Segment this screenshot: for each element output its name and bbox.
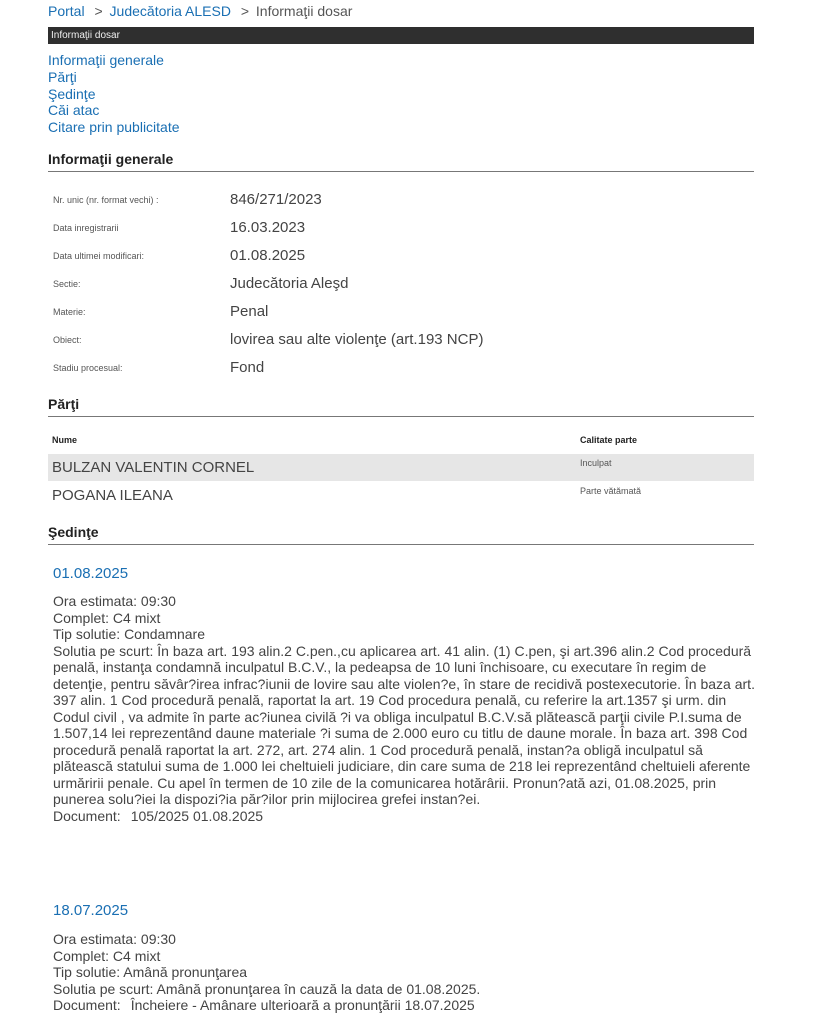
hearing-solution-summary: Solutia pe scurt: Amână pronunţarea în cauză la data de 01.08.2025. — [53, 980, 481, 997]
nav-link-cai-atac[interactable]: Căi atac — [48, 102, 100, 119]
info-value: Fond — [230, 359, 265, 376]
party-name: POGANA ILEANA — [52, 487, 173, 504]
hearing-panel: Complet: C4 mixt — [53, 947, 161, 964]
breadcrumb-court-link[interactable]: Judecătoria ALESD — [109, 3, 231, 19]
hearing-solution-type: Tip solutie: Condamnare — [53, 626, 206, 642]
hearing-solution-summary: Solutia pe scurt: În baza art. 193 alin.2 C.pen.,cu aplicarea art. 41 alin. (1) C.pen, şi art.396 alin.2 Cod procedură penală, instanţa condamnă inculpatul B.C.V., la pedeapsa de 10 luni închisoare, cu executare în regim de detenţie, pentru săvâr?irea infrac?iunii de lovire sau alte violen?e, în stare de recidivă postexecutorie. În baza art. 397 alin. 1 Cod procedură penală, raportat la art. 19 Cod procedura penală, cu referire la art.1357 şi urm. din Codul civil , va admite în parte ac?iunea civilă ?i va obliga inculpatul B.C.V.să plătească parţii civile P.I.suma de 1.507,14 lei reprezentând daune materiale ?i suma de 2.000 euro cu titlu de daune morale. În baza art. 398 Cod procedură penală raportat la art. 272, art. 274 alin. 1 Cod procedură penală, instan?a obligă inculpatul să plătească statului suma de 1.000 lei cheltuieli judiciare, din care suma de 218 lei reprezentând cheltuieli aferente urmăririi penale. Cu apel în termen de 10 zile de la comunicarea hotărârii. Pronun?ată azi, 01.08.2025, prin punerea solu?iei la dispozi?ia păr?ilor prin mijlocirea grefei instan?ei. — [53, 642, 755, 807]
breadcrumb-portal-link[interactable]: Portal — [48, 3, 85, 19]
nav-link-citare-publicitate[interactable]: Citare prin publicitate — [48, 119, 180, 136]
section-header-bar: Informaţii dosar — [48, 27, 754, 44]
info-label: Data ultimei modificari: — [53, 251, 145, 261]
info-label: Nr. unic (nr. format vechi) : — [53, 195, 159, 205]
info-value: Penal — [230, 303, 269, 320]
party-role: Inculpat — [580, 458, 612, 468]
table-row — [48, 482, 754, 509]
hearing-time: Ora estimata: 09:30 — [53, 593, 176, 609]
document-label: Document: — [53, 807, 121, 824]
hearing-details — [53, 593, 763, 824]
breadcrumb-current: Informaţii dosar — [255, 3, 353, 19]
column-header-calitate: Calitate parte — [580, 435, 638, 445]
nav-link-parti[interactable]: Părţi — [48, 68, 77, 85]
info-value: Judecătoria Aleşd — [230, 275, 349, 292]
hearing-time: Ora estimata: 09:30 — [53, 931, 176, 947]
info-value: 16.03.2023 — [230, 219, 306, 236]
sedinte-title: Şedinţe — [48, 524, 754, 545]
table-row — [48, 454, 754, 481]
breadcrumb-separator: > — [94, 3, 103, 19]
nav-link-sedinte[interactable]: Şedinţe — [48, 85, 96, 102]
info-label: Data inregistrarii — [53, 223, 119, 233]
hearing-panel: Complet: C4 mixt — [53, 609, 161, 626]
document-label: Document: — [53, 997, 121, 1013]
nav-link-informatii-generale[interactable]: Informaţii generale — [48, 52, 164, 68]
info-label: Obiect: — [53, 335, 82, 345]
section-nav — [48, 52, 180, 136]
document-value: 105/2025 01.08.2025 — [130, 807, 264, 824]
party-name: BULZAN VALENTIN CORNEL — [52, 459, 255, 476]
hearing-solution-type: Tip solutie: Amână pronunţarea — [53, 964, 248, 980]
info-value: 846/271/2023 — [230, 191, 322, 208]
breadcrumb-separator: > — [240, 3, 250, 19]
parti-title: Părţi — [48, 396, 754, 417]
column-header-nume: Nume — [52, 435, 78, 445]
info-value: 01.08.2025 — [230, 247, 306, 264]
breadcrumb — [48, 3, 352, 19]
info-label: Sectie: — [53, 279, 81, 289]
party-role: Parte vătămată — [580, 486, 642, 496]
general-info-title: Informaţii generale — [48, 151, 754, 172]
hearing-details — [53, 931, 763, 1014]
document-value: Încheiere - Amânare ulterioară a pronunţării 18.07.2025 — [130, 997, 475, 1013]
info-value: lovirea sau alte violenţe (art.193 NCP) — [230, 331, 484, 348]
hearing-date: 18.07.2025 — [53, 902, 129, 919]
parti-table-header — [48, 435, 754, 451]
info-label: Materie: — [53, 307, 86, 317]
hearing-document — [53, 997, 763, 1014]
hearing-date: 01.08.2025 — [53, 565, 129, 582]
hearing-document — [53, 808, 763, 825]
info-label: Stadiu procesual: — [53, 363, 123, 373]
